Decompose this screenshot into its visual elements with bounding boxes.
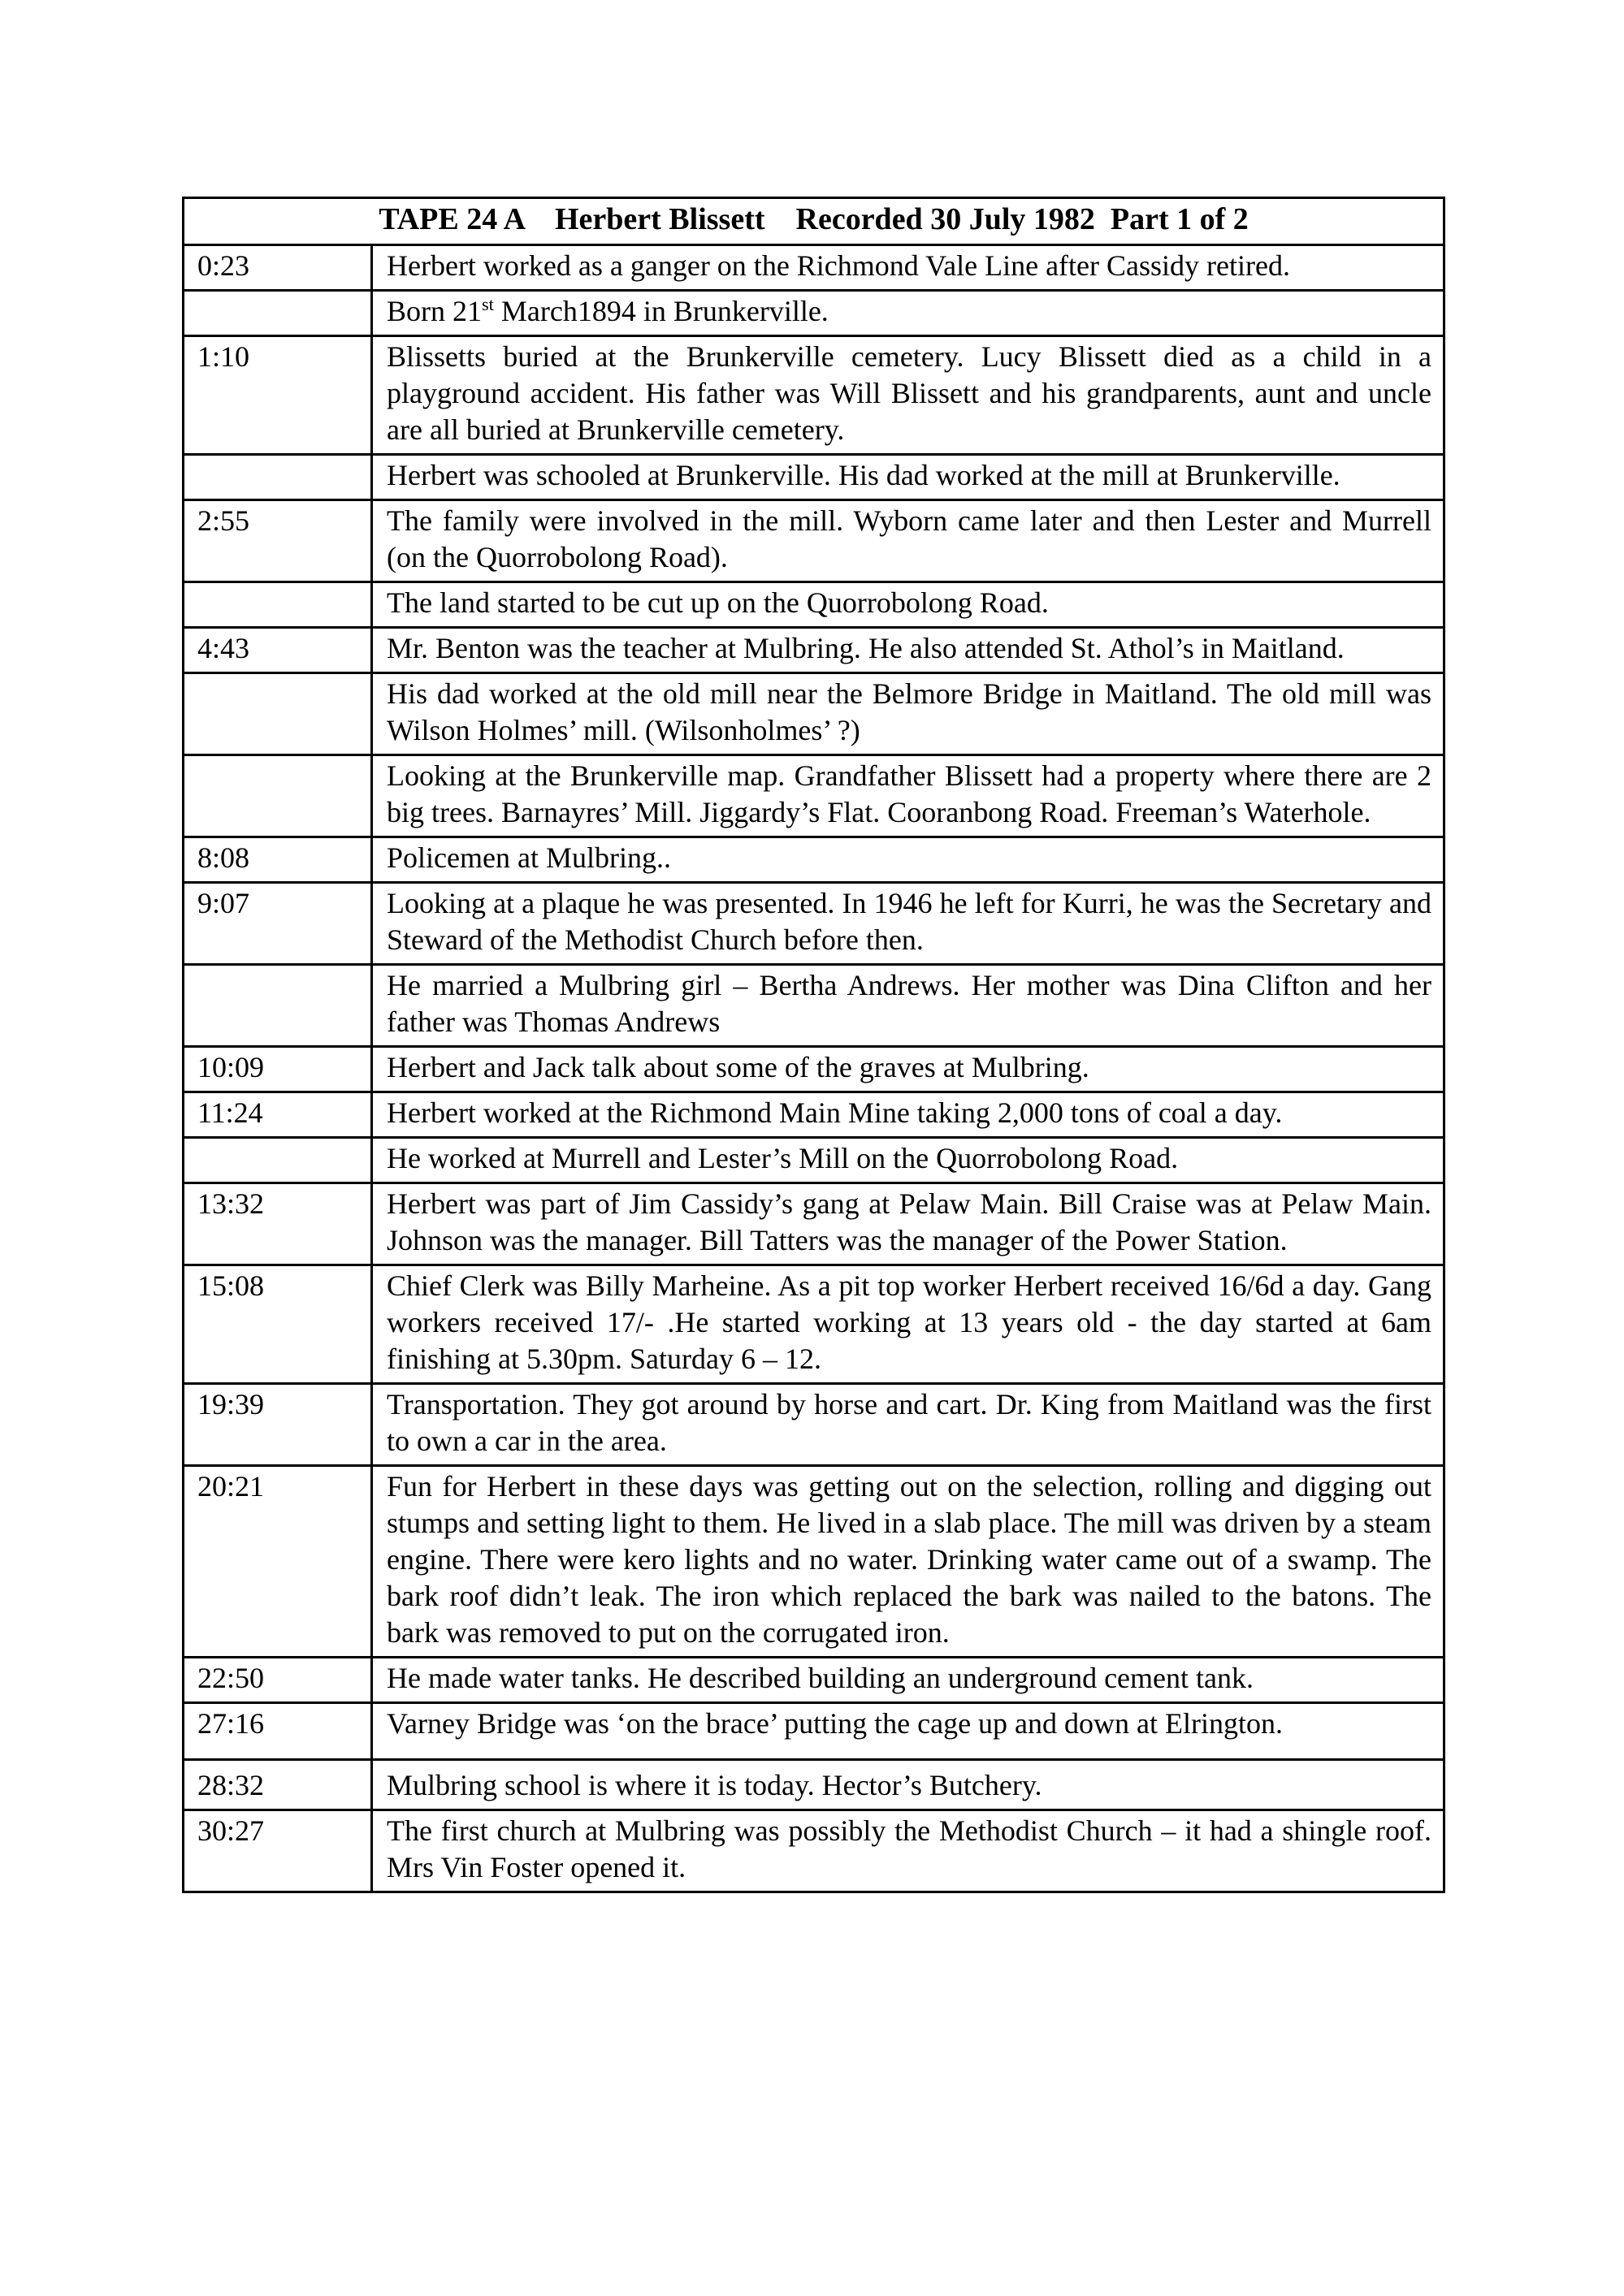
table-row (184, 500, 1444, 582)
timestamp-cell (184, 755, 372, 837)
table-row (184, 755, 1444, 837)
table-row (184, 628, 1444, 673)
table-row (184, 1703, 1444, 1760)
note-cell: Blissetts buried at the Brunkerville cemetery. Lucy Blissett died as a child in a playground accident. His father was Will Blissett and his grandparents, aunt and uncle are all buried at Brunkerville cemetery. (372, 336, 1444, 455)
timestamp-cell (184, 1138, 372, 1183)
timestamp-cell (184, 673, 372, 755)
note-cell: Transportation. They got around by horse and cart. Dr. King from Maitland was the first to own a car in the area. (372, 1384, 1444, 1466)
table-row (184, 883, 1444, 965)
table-row (184, 1658, 1444, 1703)
table-row (184, 1047, 1444, 1092)
transcript-rows (184, 245, 1444, 1892)
note-text: Born 21 (387, 295, 482, 327)
note-cell: Mulbring school is where it is today. Hector’s Butchery. (372, 1760, 1444, 1810)
timestamp-cell: 20:21 (184, 1466, 372, 1658)
table-row (184, 1466, 1444, 1658)
note-cell: Varney Bridge was ‘on the brace’ putting the cage up and down at Elrington. (372, 1703, 1444, 1760)
table-row (184, 1138, 1444, 1183)
table-row (184, 1810, 1444, 1892)
note-cell: Fun for Herbert in these days was getting out on the selection, rolling and digging out stumps and setting light to them. He lived in a slab place. The mill was driven by a steam engine. There were kero lights and no water. Drinking water came out of a swamp. The bark roof didn’t leak. The iron which replaced the bark was nailed to the batons. The bark was removed to put on the corrugated iron. (372, 1466, 1444, 1658)
timestamp-cell: 4:43 (184, 628, 372, 673)
table-row (184, 673, 1444, 755)
timestamp-cell: 8:08 (184, 837, 372, 883)
note-cell (372, 291, 1444, 336)
note-text: March1894 in Brunkerville. (493, 295, 829, 327)
timestamp-cell (184, 965, 372, 1047)
note-cell: The first church at Mulbring was possibly the Methodist Church – it had a shingle roof. Mrs Vin Foster opened it. (372, 1810, 1444, 1892)
timestamp-cell (184, 582, 372, 628)
note-cell: The family were involved in the mill. Wyborn came later and then Lester and Murrell (on the Quorrobolong Road). (372, 500, 1444, 582)
note-cell: Policemen at Mulbring.. (372, 837, 1444, 883)
note-cell: His dad worked at the old mill near the Belmore Bridge in Maitland. The old mill was Wilson Holmes’ mill. (Wilsonholmes’ ?) (372, 673, 1444, 755)
note-cell: He married a Mulbring girl – Bertha Andrews. Her mother was Dina Clifton and her father was Thomas Andrews (372, 965, 1444, 1047)
table-row (184, 1760, 1444, 1810)
note-cell: Chief Clerk was Billy Marheine. As a pit top worker Herbert received 16/6d a day. Gang workers received 17/- .He started working at 13 years old - the day started at 6am finishing at 5.30pm. Saturday 6 – 12. (372, 1265, 1444, 1384)
timestamp-cell: 0:23 (184, 245, 372, 291)
table-row (184, 1265, 1444, 1384)
ordinal-superscript: st (482, 294, 494, 314)
timestamp-cell (184, 291, 372, 336)
table-row (184, 582, 1444, 628)
timestamp-cell: 22:50 (184, 1658, 372, 1703)
timestamp-cell: 1:10 (184, 336, 372, 455)
timestamp-cell: 10:09 (184, 1047, 372, 1092)
table-row (184, 1092, 1444, 1138)
table-row (184, 245, 1444, 291)
timestamp-cell: 30:27 (184, 1810, 372, 1892)
timestamp-cell (184, 455, 372, 500)
timestamp-cell: 13:32 (184, 1183, 372, 1265)
table-row (184, 1384, 1444, 1466)
tape-transcript-table (182, 197, 1445, 1893)
table-row (184, 837, 1444, 883)
note-cell: Looking at a plaque he was presented. In 1946 he left for Kurri, he was the Secretary and Steward of the Methodist Church before then. (372, 883, 1444, 965)
timestamp-cell: 15:08 (184, 1265, 372, 1384)
note-cell: Herbert worked at the Richmond Main Mine taking 2,000 tons of coal a day. (372, 1092, 1444, 1138)
note-cell: Herbert was schooled at Brunkerville. His dad worked at the mill at Brunkerville. (372, 455, 1444, 500)
table-row (184, 291, 1444, 336)
table-row (184, 336, 1444, 455)
note-cell: He worked at Murrell and Lester’s Mill on the Quorrobolong Road. (372, 1138, 1444, 1183)
note-cell: Looking at the Brunkerville map. Grandfather Blissett had a property where there are 2 big trees. Barnayres’ Mill. Jiggardy’s Flat. Cooranbong Road. Freeman’s Waterhole. (372, 755, 1444, 837)
note-cell: The land started to be cut up on the Quorrobolong Road. (372, 582, 1444, 628)
timestamp-cell: 11:24 (184, 1092, 372, 1138)
note-cell: Herbert worked as a ganger on the Richmond Vale Line after Cassidy retired. (372, 245, 1444, 291)
table-row (184, 1183, 1444, 1265)
timestamp-cell: 19:39 (184, 1384, 372, 1466)
table-row (184, 455, 1444, 500)
note-cell: Herbert and Jack talk about some of the graves at Mulbring. (372, 1047, 1444, 1092)
timestamp-cell: 9:07 (184, 883, 372, 965)
table-title: TAPE 24 A Herbert Blissett Recorded 30 July 1982 Part 1 of 2 (184, 198, 1444, 245)
timestamp-cell: 28:32 (184, 1760, 372, 1810)
timestamp-cell: 2:55 (184, 500, 372, 582)
timestamp-cell: 27:16 (184, 1703, 372, 1760)
header-row (184, 198, 1444, 245)
note-cell: Mr. Benton was the teacher at Mulbring. He also attended St. Athol’s in Maitland. (372, 628, 1444, 673)
note-cell: He made water tanks. He described building an underground cement tank. (372, 1658, 1444, 1703)
table-row (184, 965, 1444, 1047)
note-cell: Herbert was part of Jim Cassidy’s gang at Pelaw Main. Bill Craise was at Pelaw Main. Johnson was the manager. Bill Tatters was the manager of the Power Station. (372, 1183, 1444, 1265)
